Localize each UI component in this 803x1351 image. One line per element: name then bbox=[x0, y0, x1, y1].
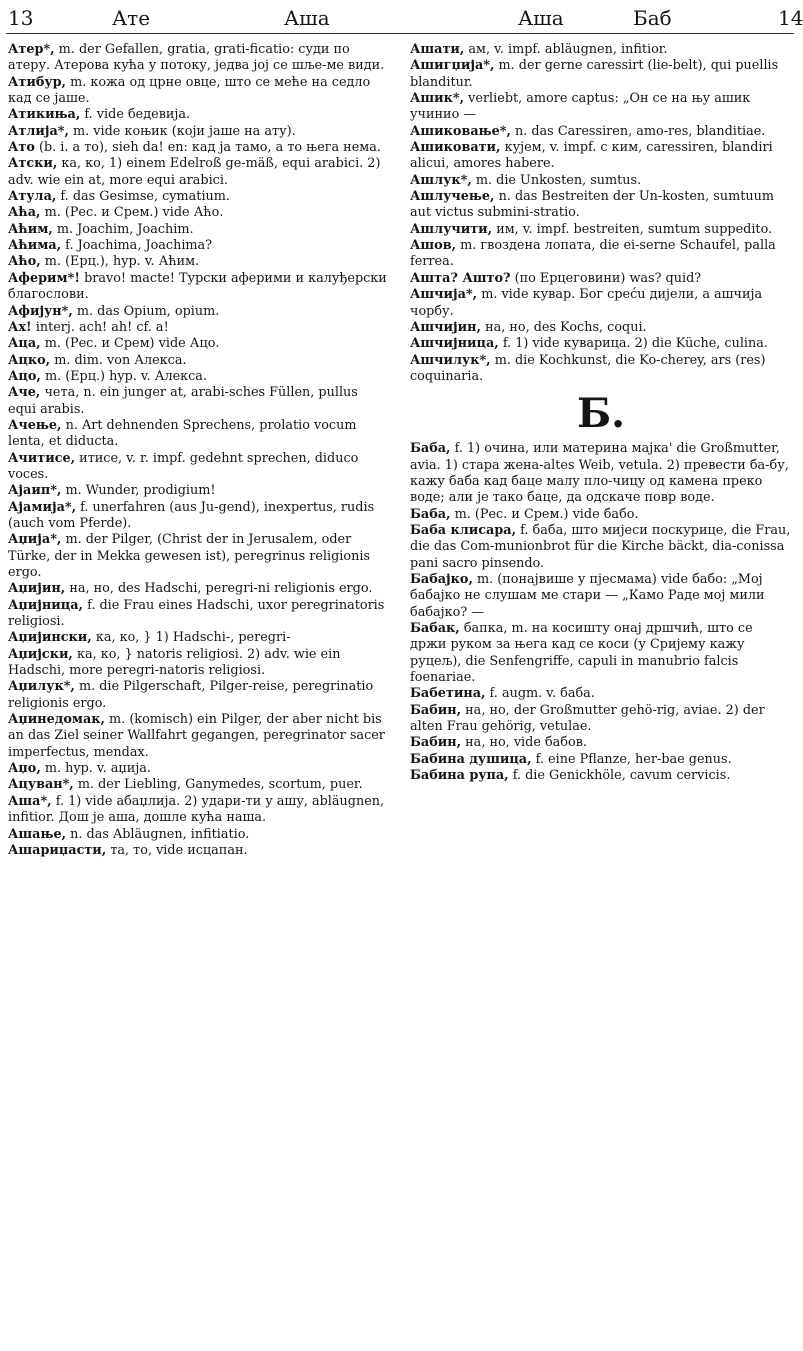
entry-headword: Афијун*, bbox=[8, 303, 73, 319]
dictionary-entry bbox=[8, 75, 390, 108]
entry-headword: Аџилук*, bbox=[8, 679, 75, 695]
dictionary-entry bbox=[8, 320, 390, 336]
dictionary-entry bbox=[8, 761, 390, 777]
entry-definition: bravo! macte! Турски аферими и калуђерски благослови. bbox=[8, 270, 387, 303]
entry-definition: m. (понајвише у пјесмама) vide бабо: „Мој бабајко не слушам ме стари — „Камо Раде мој мили бабајко? — bbox=[410, 571, 765, 620]
dictionary-entry bbox=[8, 794, 390, 827]
entry-headword: Ашчилук*, bbox=[410, 352, 491, 368]
entry-definition: m. гвоздена лопата, die ei-serne Schaufel, palla ferrea. bbox=[410, 238, 776, 270]
entry-definition: f. augm. v. баба. bbox=[489, 686, 595, 702]
entry-headword: Ачитисе, bbox=[8, 450, 76, 466]
dictionary-entry bbox=[8, 238, 390, 254]
entry-definition: m. кожа од црне овце, што се меће на седло кад се јаше. bbox=[8, 74, 371, 107]
entry-definition: f. 1) vide абаџлија. 2) удари-ти у ашу, abläugnen, infitior. Дош је аша, дошле кућа наша. bbox=[8, 793, 385, 826]
entry-headword: Ацуван*, bbox=[8, 777, 74, 793]
dictionary-entry bbox=[410, 287, 792, 320]
dictionary-entry bbox=[8, 353, 390, 369]
dictionary-entry bbox=[410, 621, 792, 686]
entry-headword: Ах! bbox=[8, 319, 32, 335]
entry-headword: Аџијин, bbox=[8, 581, 66, 597]
entry-definition: m. die Kochkunst, die Ko-cherey, ars (res) coquinaria. bbox=[410, 352, 766, 384]
entry-headword: Аџијски, bbox=[8, 646, 73, 662]
entry-headword: Аћа, bbox=[8, 205, 41, 221]
dictionary-entry bbox=[410, 572, 792, 621]
entry-definition: m. der Liebling, Ganymedes, scortum, puer. bbox=[77, 777, 363, 793]
entry-definition: m. der gerne caressirt (lie-belt), qui puellis blanditur. bbox=[410, 58, 779, 90]
dictionary-entry bbox=[410, 173, 792, 189]
dictionary-entry bbox=[8, 418, 390, 451]
guide-word-1: Ате bbox=[112, 6, 151, 30]
entry-headword: Атски, bbox=[8, 156, 58, 172]
page-header bbox=[0, 0, 803, 36]
entry-definition: m. vide кувар. Бог среću дијели, а ашчија чорбу. bbox=[410, 287, 763, 319]
dictionary-entry bbox=[410, 686, 792, 702]
dictionary-entry bbox=[410, 91, 792, 124]
dictionary-entry bbox=[8, 385, 390, 418]
entry-headword: Аџијински, bbox=[8, 630, 92, 646]
entry-definition: f. Joachima, Joachima? bbox=[65, 238, 213, 254]
entry-headword: Атикиња, bbox=[8, 107, 81, 123]
entry-definition: (по Ерцеговини) was? quid? bbox=[514, 270, 702, 286]
dictionary-entry bbox=[410, 320, 792, 336]
entry-definition: им, v. impf. bestreiten, sumtum suppedito. bbox=[496, 221, 773, 237]
entry-headword: Бабајко, bbox=[410, 571, 473, 587]
entry-headword: Бабак, bbox=[410, 621, 460, 636]
entry-definition: m. der Pilger, (Christ der in Jerusalem, oder Türke, der in Mekka gewesen ist), peregrinus religionis ergo. bbox=[8, 532, 371, 580]
entry-definition: verliebt, amore captus: „Он се на њу ашик учинио — bbox=[410, 91, 751, 123]
entry-headword: Бабина рупа, bbox=[410, 768, 509, 784]
dictionary-entry bbox=[8, 581, 390, 597]
entry-definition: ам, v. impf. abläugnen, infitior. bbox=[468, 42, 668, 57]
entry-definition: на, но, des Hadschi, peregri-ni religionis ergo. bbox=[69, 581, 373, 597]
entry-definition: m. Joachim, Joachim. bbox=[56, 221, 194, 237]
b-section-entries bbox=[410, 441, 792, 784]
entry-headword: Атула, bbox=[8, 189, 57, 205]
entry-headword: Бабина душица, bbox=[410, 751, 532, 767]
dictionary-entry bbox=[8, 827, 390, 843]
header-rule bbox=[6, 33, 794, 34]
entry-definition: (b. i. а то), sieh da! en: кад ја тамо, а то њега нема. bbox=[38, 140, 381, 156]
entry-definition: на, но, der Großmutter gehö-rig, aviae. 2) der alten Frau gehörig, vetulae. bbox=[410, 702, 765, 735]
dictionary-entry bbox=[410, 271, 792, 287]
entry-definition: m. hyp. v. аџија. bbox=[44, 761, 151, 777]
entry-headword: Аћо, bbox=[8, 254, 41, 270]
entry-definition: чета, n. ein junger at, arabi-sches Füllen, pullus equi arabis. bbox=[8, 385, 358, 417]
dictionary-entry bbox=[410, 523, 792, 572]
dictionary-entry bbox=[8, 254, 390, 270]
entry-headword: Баба клисара, bbox=[410, 522, 517, 538]
page-number-left: 13 bbox=[8, 6, 34, 30]
entry-definition: n. Art dehnenden Sprechens, prolatio vocum lenta, et diducta. bbox=[8, 417, 357, 450]
dictionary-entry bbox=[410, 353, 792, 386]
entry-headword: Атибур, bbox=[8, 74, 66, 90]
entry-headword: Ашчија*, bbox=[410, 287, 478, 303]
entry-definition: итисе, v. r. impf. gedehnt sprechen, diduco voces. bbox=[8, 450, 359, 482]
entry-definition: ка, ко, 1) einem Edelroß ge-mäß, equi arabici. 2) adv. wie ein at, more equi arabici. bbox=[8, 156, 381, 188]
entry-headword: Ашчијин, bbox=[410, 319, 481, 335]
entry-headword: Аца, bbox=[8, 336, 41, 352]
entry-headword: Аферим*! bbox=[8, 270, 80, 286]
entry-definition: m. (Рес. и Срем.) vide бабо. bbox=[454, 506, 639, 522]
entry-headword: Ајамија*, bbox=[8, 499, 77, 515]
dictionary-entry bbox=[410, 735, 792, 751]
dictionary-entry bbox=[410, 336, 792, 352]
entry-definition: m. die Pilgerschaft, Pilger-reise, peregrinatio religionis ergo. bbox=[8, 679, 374, 711]
entry-definition: f. eine Pflanze, her-bae genus. bbox=[535, 751, 732, 767]
entry-definition: m. (Рес. и Срем) vide Ацо. bbox=[44, 336, 220, 352]
entry-headword: Аче, bbox=[8, 385, 41, 401]
right-column-entries bbox=[410, 42, 792, 385]
entry-definition: кујем, v. impf. с ким, caressiren, blandiri alicui, amores habere. bbox=[410, 140, 773, 172]
guide-word-2: Аша bbox=[284, 6, 330, 30]
entry-definition: ка, ко, } 1) Hadschi-, peregri- bbox=[95, 630, 291, 646]
section-letter: Б. bbox=[576, 390, 626, 438]
dictionary-entry bbox=[8, 630, 390, 646]
entry-definition: m. (Ерц.) hyp. v. Алекса. bbox=[44, 368, 208, 384]
entry-definition: бапка, m. на косишту онај дршчић, што се држи руком за њега кад се коси (у Сријему кажу руцељ), die Senfengriffe, capuli in manubrio falcis foenariae. bbox=[410, 621, 753, 686]
entry-headword: Ашање, bbox=[8, 826, 67, 842]
entry-headword: Баба, bbox=[410, 441, 451, 457]
dictionary-entry bbox=[410, 222, 792, 238]
dictionary-entry bbox=[8, 107, 390, 123]
entry-definition: n. das Abläugnen, infitiatio. bbox=[70, 826, 250, 842]
dictionary-entry bbox=[8, 532, 390, 581]
entry-headword: Ацо, bbox=[8, 368, 41, 384]
dictionary-entry bbox=[410, 441, 792, 506]
entry-headword: Баба, bbox=[410, 506, 451, 522]
entry-definition: m. (komisch) ein Pilger, der aber nicht bis an das Ziel seiner Wallfahrt gegangen, peregrinator sacer imperfectus, mendax. bbox=[8, 712, 385, 760]
entry-definition: f. vide бедевија. bbox=[84, 107, 191, 123]
entry-headword: Атер*, bbox=[8, 42, 55, 57]
dictionary-entry bbox=[8, 598, 390, 631]
entry-headword: Бабин, bbox=[410, 735, 462, 751]
dictionary-entry bbox=[410, 189, 792, 222]
dictionary-entry bbox=[8, 336, 390, 352]
entry-headword: Ашта? Аштo? bbox=[410, 270, 511, 286]
dictionary-entry bbox=[8, 140, 390, 156]
entry-headword: Ашариџасти, bbox=[8, 842, 107, 858]
entry-definition: на, но, des Kochs, coqui. bbox=[485, 319, 647, 335]
entry-headword: Ато bbox=[8, 140, 35, 156]
dictionary-entry bbox=[410, 58, 792, 91]
dictionary-entry bbox=[410, 703, 792, 736]
left-column bbox=[8, 42, 390, 859]
entry-definition: f. unerfahren (aus Ju-gend), inexpertus, rudis (auch vom Pferde). bbox=[8, 499, 375, 531]
entry-headword: Ацко, bbox=[8, 352, 51, 368]
dictionary-entry bbox=[8, 222, 390, 238]
dictionary-entry bbox=[8, 712, 390, 761]
entry-headword: Аша*, bbox=[8, 793, 52, 809]
entry-headword: Аћима, bbox=[8, 238, 62, 254]
entry-definition: f. das Gesimse, cymatium. bbox=[60, 189, 230, 205]
dictionary-entry bbox=[410, 238, 792, 271]
entry-headword: Ашати, bbox=[410, 42, 465, 57]
entry-headword: Ашик*, bbox=[410, 91, 465, 107]
dictionary-entry bbox=[410, 507, 792, 523]
entry-definition: m. der Gefallen, gratia, grati-ficatio: суди по атеру. Атерова кућа у потоку, једва јој се шље-ме види. bbox=[8, 42, 385, 74]
dictionary-entry bbox=[410, 42, 792, 58]
dictionary-entry bbox=[8, 124, 390, 140]
entry-headword: Аћим, bbox=[8, 221, 53, 237]
dictionary-entry bbox=[8, 369, 390, 385]
dictionary-entry bbox=[8, 451, 390, 484]
dictionary-entry bbox=[8, 156, 390, 189]
guide-word-3: Аша bbox=[518, 6, 564, 30]
entry-definition: f. 1) vide куварица. 2) die Küche, culina. bbox=[502, 336, 768, 352]
entry-headword: Ашчијница, bbox=[410, 336, 499, 352]
entry-definition: n. das Caressiren, amo-res, blanditiae. bbox=[514, 123, 766, 139]
dictionary-entry bbox=[410, 768, 792, 784]
dictionary-entry bbox=[8, 42, 390, 75]
entry-headword: Ајаип*, bbox=[8, 483, 62, 499]
dictionary-entry bbox=[8, 647, 390, 680]
entry-definition: n. das Bestreiten der Un-kosten, sumtuum aut victus submini-stratio. bbox=[410, 189, 775, 221]
entry-definition: m. (Ерц.), hyp. v. Аћим. bbox=[44, 254, 200, 270]
dictionary-entry bbox=[8, 205, 390, 221]
entry-headword: Аџија*, bbox=[8, 532, 62, 548]
entry-headword: Ачење, bbox=[8, 417, 62, 433]
entry-headword: Ашигџија*, bbox=[410, 58, 495, 74]
entry-definition: m. (Рес. и Срем.) vide Аћо. bbox=[44, 205, 224, 221]
entry-definition: f. баба, што мијеси поскурице, die Frau, die das Com-munionbrot für die Kirche bäckt, dia-conissa pani sacro pinsendo. bbox=[410, 522, 791, 571]
entry-definition: m. vide коњик (који јаше на ату). bbox=[73, 123, 296, 139]
entry-headword: Ашлук*, bbox=[410, 172, 472, 188]
dictionary-entry bbox=[410, 752, 792, 768]
entry-definition: та, то, vide исцапан. bbox=[110, 842, 248, 858]
entry-definition: f. 1) очина, или материна мајка' die Großmutter, avia. 1) стара жена-altes Weib, vetula. 2) превести ба-бу, кажу баба кад баце малу пло-чицу од камена преко воде; али је тако баце, да одскаче повр воде. bbox=[410, 441, 789, 506]
entry-headword: Ашиковати, bbox=[410, 140, 501, 156]
dictionary-entry bbox=[410, 124, 792, 140]
page-number-right: 14 bbox=[778, 6, 803, 30]
entry-definition: m. das Opium, opium. bbox=[76, 303, 220, 319]
entry-headword: Атлија*, bbox=[8, 123, 69, 139]
dictionary-entry bbox=[8, 304, 390, 320]
entry-definition: m. dim. von Алекса. bbox=[54, 352, 187, 368]
entry-definition: на, но, vide бабов. bbox=[465, 735, 587, 751]
dictionary-entry bbox=[8, 843, 390, 859]
entry-headword: Ашиковање*, bbox=[410, 123, 511, 139]
right-column bbox=[410, 42, 792, 784]
entry-definition: m. die Unkosten, sumtus. bbox=[475, 172, 642, 188]
entry-headword: Аџинедомак, bbox=[8, 712, 105, 728]
entry-headword: Бабетина, bbox=[410, 686, 486, 702]
entry-definition: f. die Genickhöle, cavum cervicis. bbox=[512, 768, 731, 784]
entry-headword: Аџијница, bbox=[8, 597, 83, 613]
entry-headword: Ашлучење, bbox=[410, 189, 495, 205]
entry-definition: interj. ach! ah! cf. а! bbox=[35, 319, 169, 335]
dictionary-entry bbox=[8, 679, 390, 712]
guide-word-4: Баб bbox=[633, 6, 672, 30]
entry-definition: ка, ко, } natoris religiosi. 2) adv. wie ein Hadschi, more peregri-natoris religiosi. bbox=[8, 646, 341, 679]
entry-headword: Ашлучити, bbox=[410, 221, 493, 237]
dictionary-entry bbox=[8, 500, 390, 533]
entry-headword: Аџо, bbox=[8, 761, 41, 777]
dictionary-entry bbox=[8, 189, 390, 205]
dictionary-entry bbox=[410, 140, 792, 173]
dictionary-entry bbox=[8, 777, 390, 793]
entry-headword: Ашов, bbox=[410, 238, 457, 254]
dictionary-entry bbox=[8, 483, 390, 499]
entry-definition: f. die Frau eines Hadschi, uxor peregrinatoris religiosi. bbox=[8, 597, 385, 630]
entry-definition: m. Wunder, prodigium! bbox=[65, 483, 216, 499]
dictionary-entry bbox=[8, 271, 390, 304]
entry-headword: Бабин, bbox=[410, 702, 462, 718]
